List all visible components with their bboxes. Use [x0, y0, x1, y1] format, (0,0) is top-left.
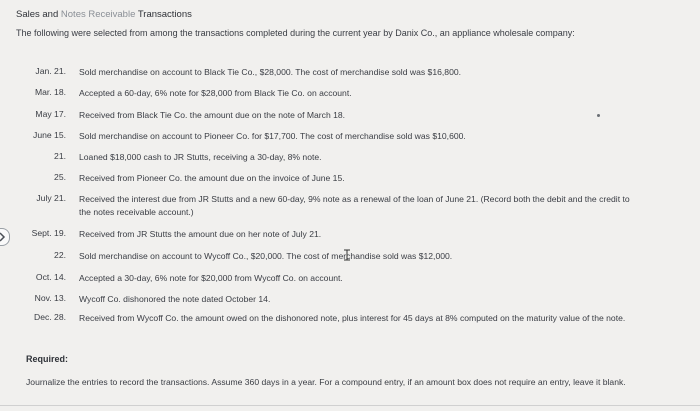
transaction-date: May 17. [35, 109, 66, 119]
expand-panel-button[interactable] [0, 228, 10, 246]
transaction-date: Nov. 13. [34, 293, 66, 303]
transaction-date: 25. [54, 172, 66, 182]
transaction-description: Received from JR Stutts the amount due on her note of July 21. [79, 229, 322, 239]
transaction-description: Received from Black Tie Co. the amount due on the note of March 18. [79, 110, 346, 120]
transaction-date: Dec. 28. [33, 312, 66, 322]
title-text-2: Notes Receivable [60, 9, 136, 20]
transaction-description: Sold merchandise on account to Pioneer Co. for $17,700. The cost of merchandise sold was $10,600. [79, 131, 466, 141]
transaction-date: June 15. [33, 130, 66, 140]
divider [0, 405, 700, 406]
text-cursor-icon [343, 249, 351, 261]
transaction-description: Loaned $18,000 cash to JR Stutts, receiving a 30-day, 8% note. [79, 152, 322, 162]
instructions-text: Journalize the entries to record the transactions. Assume 360 days in a year. For a compound entry, if an amount box does not require an entry, leave it blank. [26, 377, 626, 387]
transaction-date: Oct. 14. [35, 272, 66, 282]
transaction-description: Accepted a 60-day, 6% note for $28,000 from Black Tie Co. on account. [79, 88, 352, 98]
transaction-description: Received from Pioneer Co. the amount due on the invoice of June 15. [79, 173, 345, 183]
chevron-right-icon [0, 232, 6, 242]
transaction-date: Mar. 18. [34, 87, 66, 97]
transaction-description: Accepted a 30-day, 6% note for $20,000 from Wycoff Co. on account. [79, 273, 343, 283]
transaction-description: Received from Wycoff Co. the amount owed on the dishonored note, plus interest for 45 days at 8% computed on the maturity value of the note. [79, 313, 626, 323]
required-heading: Required: [26, 354, 69, 364]
transaction-date: 21. [54, 151, 66, 161]
title-text-1: Sales and [16, 9, 61, 20]
transaction-description: Sold merchandise on account to Black Tie Co., $28,000. The cost of merchandise sold was $16,800. [79, 67, 462, 77]
transaction-date: Sept. 19. [31, 228, 66, 238]
transaction-description: Received the interest due from JR Stutts and a new 60-day, 9% note as a renewal of the loan of June 21. (Record both the debit and the credit to the notes receivable account.) [79, 194, 630, 217]
transaction-date: Jan. 21. [35, 66, 66, 76]
transaction-description: Sold merchandise on account to Wycoff Co., $20,000. The cost of merchandise sold was $12,000. [79, 251, 453, 261]
bullet-dot [597, 114, 600, 117]
transaction-description: Wycoff Co. dishonored the note dated October 14. [79, 294, 271, 304]
title-text-3: Transactions [135, 9, 192, 20]
page-title [16, 9, 192, 20]
transaction-date: 22. [54, 250, 66, 260]
intro-text: The following were selected from among the transactions completed during the current year by Danix Co., an appliance wholesale company: [16, 28, 575, 38]
transaction-date: July 21. [36, 193, 66, 203]
